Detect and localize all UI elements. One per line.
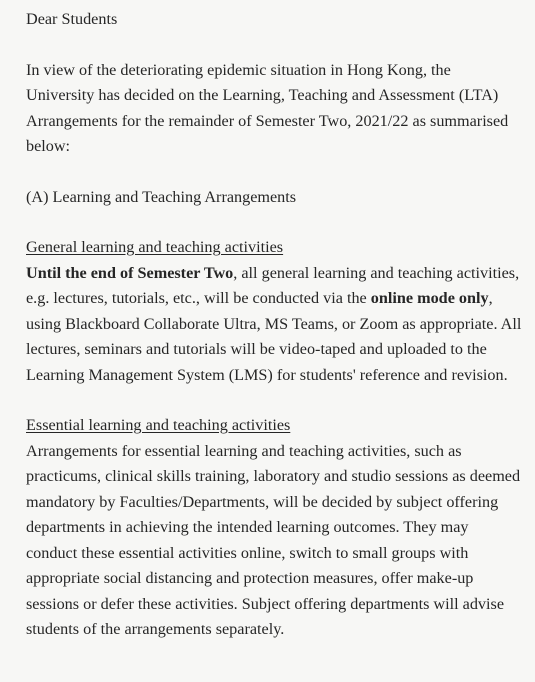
essential-activities-paragraph: Arrangements for essential learning and teaching activities, such as practicums, clinical skills training, laboratory and studio sessions as deemed mandatory by Faculties/Departments, will be decided by subject offering departments in achieving the intended learning outcomes. They may conduct these essential activities online, switch to small groups with appropriate social distancing and protection measures, offer make-up sessions or defer these activities. Subject offering departments will advise students of the arrangements separately. xyxy=(26,441,521,638)
section-a-heading: (A) Learning and Teaching Arrangements xyxy=(26,187,297,206)
essential-heading-text: Essential learning and teaching activities xyxy=(26,416,291,434)
general-bold-mode: online mode only xyxy=(370,289,489,307)
spacer xyxy=(26,388,523,413)
general-activities-paragraph xyxy=(26,261,523,389)
general-activities-heading xyxy=(26,235,523,261)
general-text-2: , using Blackboard Collaborate Ultra, MS Teams, or Zoom as appropriate. All lectures, seminars and tutorials will be video-taped and uploaded to the Learning Management System (LMS) for students' reference and revision. xyxy=(26,289,522,384)
general-heading-text: General learning and teaching activities xyxy=(26,238,284,256)
general-bold-lead: Until the end of Semester Two xyxy=(26,263,234,282)
intro-paragraph: In view of the deteriorating epidemic situation in Hong Kong, the University has decided on the Learning, Teaching and Assessment (LTA) Arrangements for the remainder of Semester Two, 2021/22 as summarised below: xyxy=(26,60,509,155)
essential-activities-heading xyxy=(26,413,523,439)
spacer xyxy=(26,160,523,185)
spacer xyxy=(26,33,523,58)
salutation: Dear Students xyxy=(26,10,118,28)
spacer xyxy=(26,210,523,235)
general-text-1: , all general learning and teaching activities, e.g. lectures, tutorials, etc., will be conducted via the xyxy=(26,263,520,307)
